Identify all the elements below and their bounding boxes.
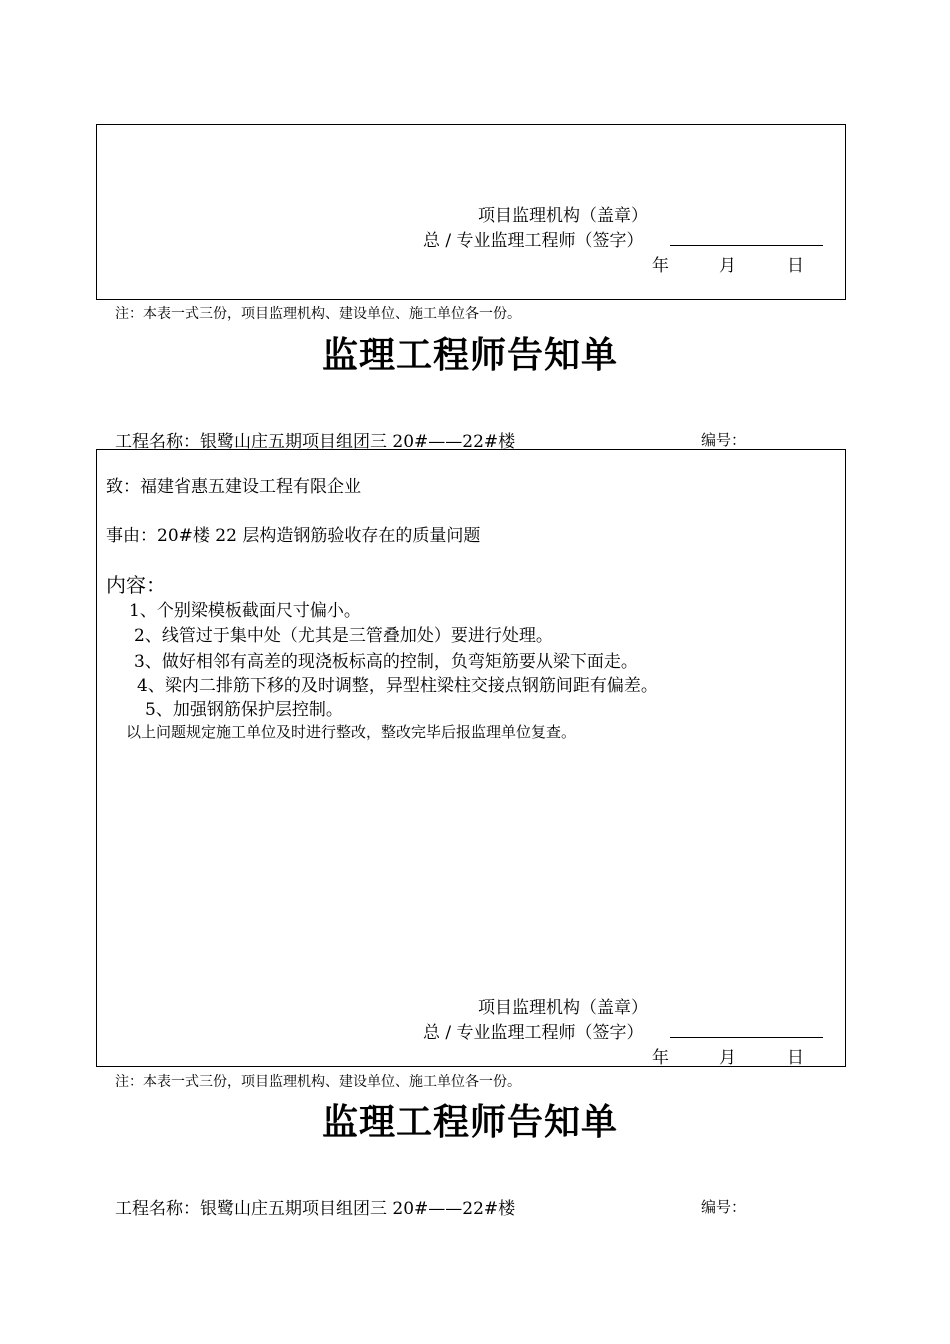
form1-item: 1、个别梁模板截面尺寸偏小。 [129,601,361,621]
form1-recipient: 致：福建省惠五建设工程有限企业 [106,477,361,497]
form1-number-label: 编号： [701,431,747,449]
top-note: 注：本表一式三份，项目监理机构、建设单位、施工单位各一份。 [115,306,521,322]
form1-subject: 事由：20#楼 22 层构造钢筋验收存在的质量问题 [106,526,481,546]
form1-project-name: 工程名称：银鹭山庄五期项目组团三 20#——22#楼 [115,432,516,452]
form1-title: 监理工程师告知单 [322,334,619,376]
form1-closing: 以上问题规定施工单位及时进行整改，整改完毕后报监理单位复查。 [126,723,577,741]
top-signature-line [670,245,823,246]
form1-item: 3、做好相邻有高差的现浇板标高的控制，负弯矩筋要从梁下面走。 [134,652,638,672]
form1-item: 4、梁内二排筋下移的及时调整，异型柱梁柱交接点钢筋间距有偏差。 [137,676,658,696]
form1-date-year: 年 [652,1048,669,1068]
form2-number-label: 编号： [701,1198,747,1216]
form1-signature-line [670,1037,823,1038]
top-engineer-sign: 总 / 专业监理工程师（签字） [423,231,644,251]
form1-note: 注：本表一式三份，项目监理机构、建设单位、施工单位各一份。 [115,1074,521,1090]
form1-date-day: 日 [787,1048,804,1068]
top-date-month: 月 [719,256,736,276]
form1-item: 5、加强钢筋保护层控制。 [145,700,343,720]
form2-title: 监理工程师告知单 [322,1101,619,1143]
form1-date-month: 月 [719,1048,736,1068]
top-org-stamp: 项目监理机构（盖章） [478,206,648,226]
top-date-year: 年 [652,256,669,276]
form1-engineer-sign: 总 / 专业监理工程师（签字） [423,1023,644,1043]
form1-item: 2、线管过于集中处（尤其是三管叠加处）要进行处理。 [134,626,553,646]
form1-org-stamp: 项目监理机构（盖章） [478,998,648,1018]
form1-content-heading: 内容： [106,573,166,597]
top-date-day: 日 [787,256,804,276]
form2-project-name: 工程名称：银鹭山庄五期项目组团三 20#——22#楼 [115,1199,516,1219]
